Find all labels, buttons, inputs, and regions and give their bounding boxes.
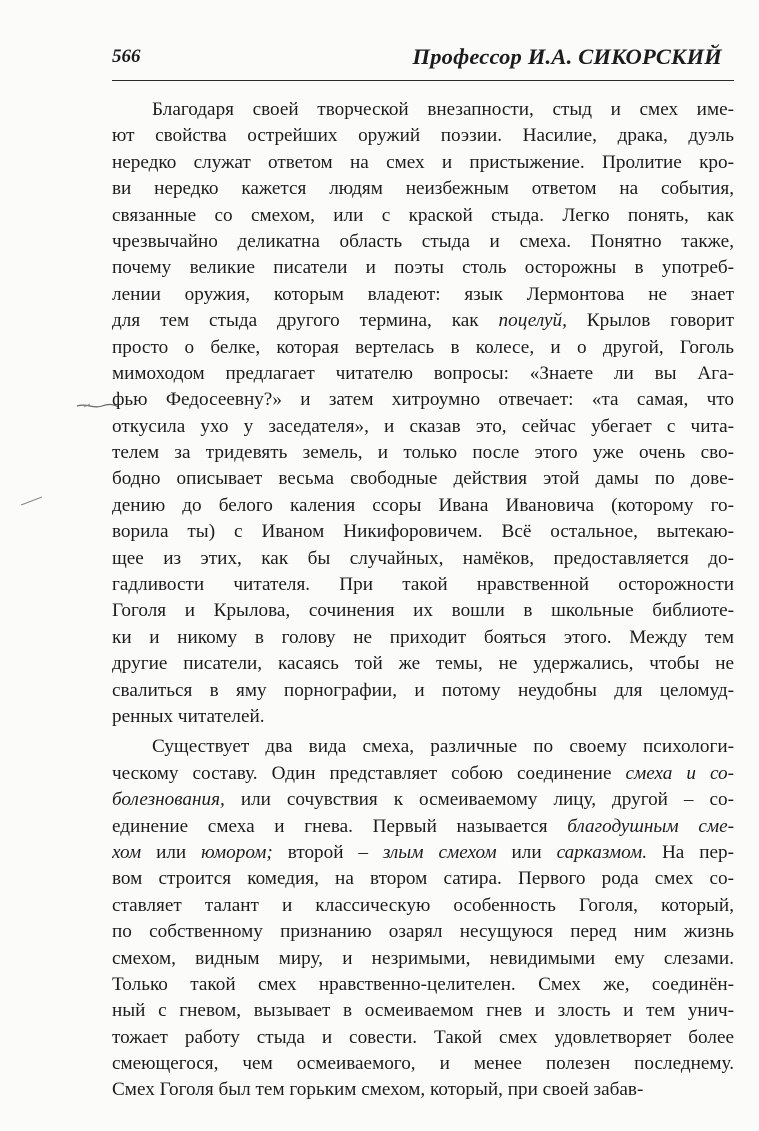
text-line [112, 519, 734, 545]
text-line [112, 678, 734, 704]
text-line [112, 97, 734, 123]
text-segment: почему великие писатели и поэты столь осторожны в употреб- [112, 257, 734, 279]
text-line [112, 814, 734, 840]
text-segment: телем за тридевять земель, и только после этого уже очень сво- [112, 442, 734, 464]
text-segment: мимоходом предлагает читателю вопросы: «Знаете ли вы Ага- [112, 362, 734, 384]
text-segment: дению до белого каления ссоры Ивана Ивановича (которому го- [112, 494, 734, 516]
text-segment: нередко служат ответом на смех и пристыжение. Пролитие кро- [112, 151, 734, 173]
text-segment: смехом, видным миру, и незримыми, невидимыми ему слезами. [112, 947, 734, 969]
text-line [112, 414, 734, 440]
text-line [112, 123, 734, 149]
page-number: 566 [112, 46, 141, 67]
text-segment: Существует два вида смеха, различные по своему психологи- [152, 736, 734, 758]
text-line [112, 546, 734, 572]
text-segment: другие писатели, касаясь той же темы, не удержались, чтобы не [112, 653, 734, 675]
text-segment: лении оружия, которым владеют: язык Лермонтова не знает [112, 283, 734, 305]
italic-text: хом [112, 841, 142, 863]
text-line [112, 972, 734, 998]
text-segment: ставляет талант и классическую особенность Гоголя, который, [112, 894, 734, 916]
text-segment: фью Федосеевну?» и затем хитроумно отвечает: «та самая, что [112, 389, 734, 411]
page-header [112, 44, 734, 81]
text-segment: чрезвычайно деликатна область стыда и смеха. Понятно также, [112, 230, 734, 252]
text-segment: единение смеха и гнева. Первый называется [112, 815, 568, 837]
text-line [112, 919, 734, 945]
text-line [112, 1077, 734, 1103]
text-line [112, 335, 734, 361]
text-segment: по собственному признанию озарял несущуюся перед ним жизнь [112, 921, 734, 943]
text-segment: связанные со смехом, или с краской стыда. Легко понять, как [112, 204, 734, 226]
italic-text: смеха и со- [625, 762, 734, 784]
text-segment: смеющегося, чем осмеиваемого, и менее полезен последнему. [112, 1053, 734, 1075]
text-segment: щее из этих, как бы случайных, намёков, предоставляется до- [112, 547, 734, 569]
italic-text: юмором; [201, 841, 273, 863]
text-segment: откусила ухо у заседателя», и сказав это, сейчас убегает с чита- [112, 415, 734, 437]
text-line [112, 866, 734, 892]
pencil-mark-icon [20, 495, 44, 507]
text-line [112, 761, 734, 787]
text-line [112, 440, 734, 466]
text-segment: бодно описывает весьма свободные действия этой дамы по дове- [112, 468, 734, 490]
paragraph [112, 97, 734, 730]
italic-text: злым смехом [382, 841, 497, 863]
text-line [112, 651, 734, 677]
text-line [112, 229, 734, 255]
text-line [112, 787, 734, 813]
text-line [112, 946, 734, 972]
text-segment: Гоголя и Крылова, сочинения их вошли в школьные библиоте- [112, 600, 734, 622]
text-segment: тожает работу стыда и совести. Такой смех удовлетворяет более [112, 1026, 734, 1048]
text-segment: ренных читателей. [112, 705, 265, 727]
text-line [112, 1025, 734, 1051]
text-line [112, 466, 734, 492]
text-segment: Смех Гоголя был тем горьким смехом, который, при своей забав- [112, 1079, 644, 1101]
text-segment: ческому составу. Один представляет собою соединение [112, 762, 626, 784]
text-segment: Крылов говорит [566, 310, 734, 332]
text-segment: или [496, 841, 557, 863]
text-segment: Благодаря своей творческой внезапности, стыд и смех име- [152, 99, 734, 120]
text-segment: просто о белке, которая вертелась в колесе, и о другой, Гоголь [112, 336, 734, 358]
text-line [112, 203, 734, 229]
running-title: Профессор И.А. СИКОРСКИЙ [412, 44, 722, 69]
text-line [112, 282, 734, 308]
text-line [112, 308, 734, 334]
text-line [112, 893, 734, 919]
text-segment: второй – [272, 841, 383, 863]
text-line [112, 625, 734, 651]
text-line [112, 255, 734, 281]
text-segment: На пер- [647, 841, 734, 863]
text-line [112, 387, 734, 413]
text-line [112, 150, 734, 176]
text-line [112, 734, 734, 760]
text-line [112, 572, 734, 598]
text-line [112, 493, 734, 519]
text-segment: ют свойства острейших оружий поэзии. Насилие, драка, дуэль [112, 125, 734, 147]
text-line [112, 1051, 734, 1077]
text-segment: вом строится комедия, на втором сатира. Первого рода смех со- [112, 868, 734, 890]
text-line [112, 176, 734, 202]
paragraph [112, 734, 734, 1103]
text-segment: ки и никому в голову не приходит бояться этого. Между тем [112, 626, 734, 648]
text-segment: Только такой смех нравственно-целителен. Смех же, соединён- [112, 973, 734, 995]
italic-text: поцелуй, [498, 310, 567, 332]
text-segment: для тем стыда другого термина, как [112, 310, 499, 332]
italic-text: благодушным сме- [567, 815, 734, 837]
italic-text: болезнования, [112, 789, 225, 811]
text-segment: ворила ты) с Иваном Никифоровичем. Всё остальное, вытекаю- [112, 521, 734, 543]
text-line [112, 361, 734, 387]
text-segment: ви нередко кажется людям неизбежным ответом на события, [112, 178, 734, 200]
text-line [112, 840, 734, 866]
text-segment: гадливости читателя. При такой нравственной осторожности [112, 574, 734, 596]
text-segment: свалиться в яму порнографии, и потому неудобны для целомуд- [112, 679, 734, 701]
text-segment: или [141, 841, 202, 863]
italic-text: сарказмом. [556, 841, 648, 863]
text-line [112, 704, 734, 730]
text-line [112, 998, 734, 1024]
body-text [112, 97, 734, 1104]
text-line [112, 598, 734, 624]
text-segment: или сочувствия к осмеиваемому лицу, другой – со- [224, 789, 734, 811]
text-segment: ный с гневом, вызывает в осмеиваемом гнев и злость и тем унич- [112, 1000, 734, 1022]
